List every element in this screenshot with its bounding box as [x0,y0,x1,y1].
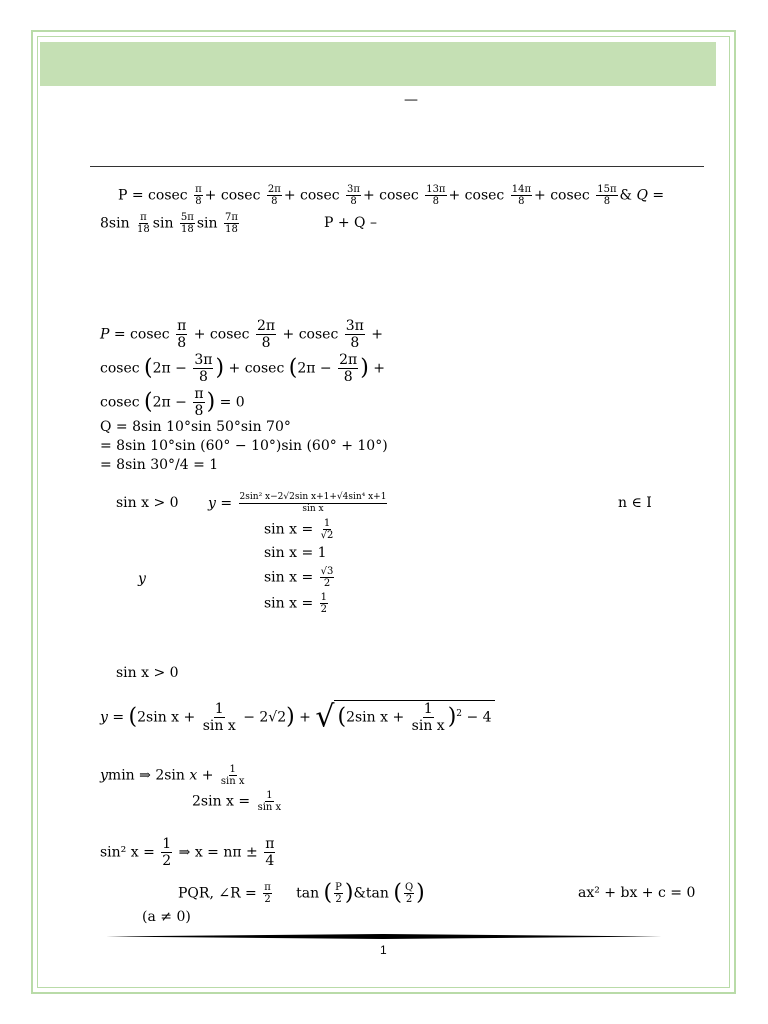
problem2-y-variable: y [138,571,146,587]
problem2-n-in-i: n ∈ I [618,495,652,511]
solution1-line4: Q = 8sin 10°sin 50°sin 70° [100,419,291,435]
problem3-condition: (a ≠ 0) [142,909,191,925]
solution2-ymin: ymin ⇒ 2sin x + $\frac{1}{\text{sin x}}$ [100,764,245,787]
problem2-option-a: sin x = $\frac{1}{√2}$ [264,518,334,541]
footer-rule [106,934,662,939]
solution1-line1: P = cosec $\frac{\pi}{8}$ + cosec $\frac{2\pi}{8}$ + cosec $\frac{3\pi}{8}$ + [100,318,384,351]
solution2-equation: 2sin x = $\frac{1}{\text{sin x}}$ [192,790,282,813]
solution1-line6: = 8sin 30°/4 = 1 [100,457,219,473]
problem2-option-d: sin x = $\frac{1}{2}$ [264,592,328,615]
problem1-q-definition: 8sin $\frac{\pi}{18}$ sin $\frac{5\pi}{18}$ sin $\frac{7\pi}{18}$ [100,212,238,235]
top-rule [90,166,704,167]
problem2-option-c: sin x = $\frac{√3}{2}$ [264,566,334,589]
solution2-y-expression: y = (2sin x + $\frac{1}{\text{sin x}}$ − 2√2) + √ (2sin x + $\frac{1}{\text{sin x}}$ )$^2$ − 4 [100,700,495,734]
solution1-line3: cosec (2π − $\frac{\pi}{8}$ ) = 0 [100,386,245,419]
solution1-line2: cosec (2π − $\frac{3\pi}{8}$ ) + cosec (2π − $\frac{2\pi}{8}$ ) + [100,352,385,385]
solution2-final: sin² x = $\frac{1}{2}$ ⇒ x = nπ ± $\frac{\pi}{4}$ [100,836,275,869]
header-banner [40,42,716,86]
solution2-condition: sin x > 0 [116,665,179,681]
page-number: 1 [380,943,387,957]
problem2-condition: sin x > 0 [116,495,179,511]
problem3-triangle: PQR, ∠R = $\frac{\pi}{2}$ tan ( $\frac{P}{2}$ )&tan ( $\frac{Q}{2}$ ) [178,880,425,906]
solution1-line5: = 8sin 10°sin (60° − 10°)sin (60° + 10°) [100,438,388,454]
problem3-quadratic: ax² + bx + c = 0 [578,885,696,901]
problem1-p-definition: P = cosec $\frac{\pi}{8}$ + cosec $\frac{2\pi}{8}$ + cosec $\frac{3\pi}{8}$ + cosec $\frac{13\pi}{8}$ + cosec $\frac{14\pi}{8}$ + cosec $\frac{15\pi}{8}$ & Q = [118,184,665,207]
problem1-ask: P + Q – [324,215,377,231]
problem2-option-b: sin x = 1 [264,545,327,561]
header-dash: — [404,92,418,108]
problem2-function: y = $\frac{\text{2sin² x−2√2sin x+1+√4sin⁴ x+1}}{\text{sin x}}$ [208,492,387,514]
